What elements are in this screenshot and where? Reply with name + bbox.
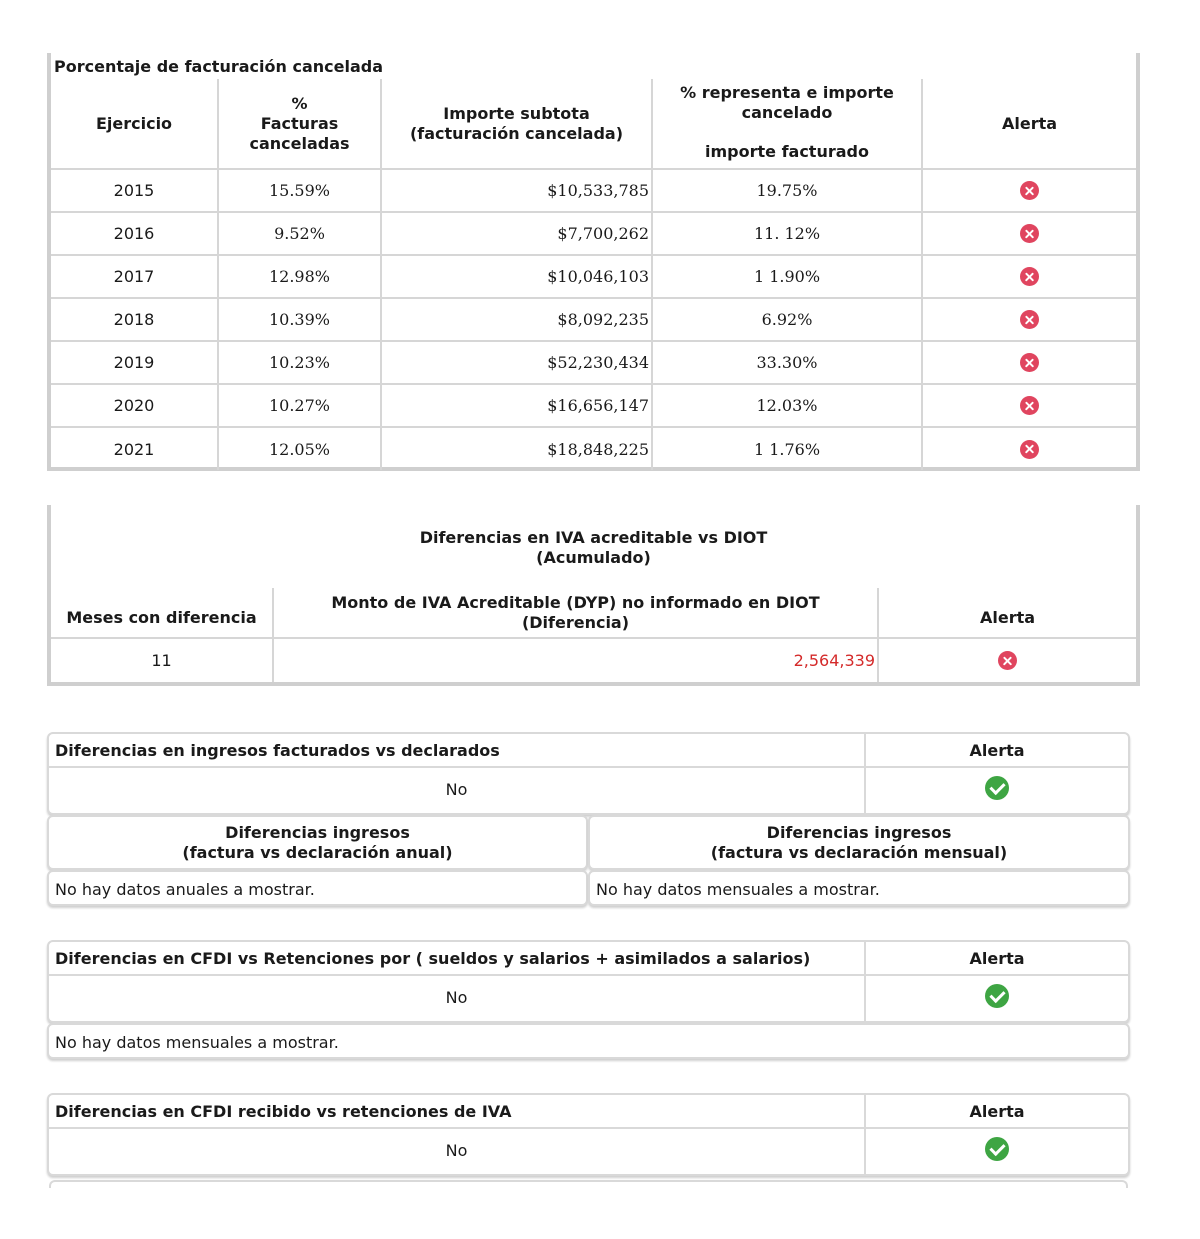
monthly-empty-box	[588, 870, 1130, 906]
x-circle-icon	[1020, 224, 1039, 243]
cancelled-billing-section	[47, 53, 1140, 471]
year-cell: 2020	[51, 384, 218, 427]
year-cell: 2021	[51, 427, 218, 470]
year-cell: 2016	[51, 212, 218, 255]
alert-cell	[878, 638, 1136, 682]
frame-right	[1136, 53, 1140, 471]
check-circle-icon	[985, 1137, 1009, 1161]
cfdi-iva-box	[47, 1093, 1130, 1176]
header-subtotal: Importe subtota (facturación cancelada)	[381, 79, 652, 169]
table-row	[51, 427, 1136, 470]
next-box-edge	[49, 1180, 1128, 1188]
table-row	[51, 298, 1136, 341]
year-cell: 2018	[51, 298, 218, 341]
table-row	[51, 255, 1136, 298]
income-diff-value: No	[445, 780, 468, 799]
header-year: Ejercicio	[51, 79, 218, 169]
check-circle-icon	[985, 776, 1009, 800]
section-title: Porcentaje de facturación cancelada	[54, 57, 383, 76]
pct-cell: 12.98%	[218, 255, 381, 298]
amount-value: 2,564,339	[273, 638, 878, 682]
cfdi-iva-alert	[866, 1137, 1128, 1161]
x-circle-icon	[1020, 440, 1039, 459]
cfdi-salaries-empty-text: No hay datos mensuales a mostrar.	[55, 1033, 339, 1052]
monthly-header-box	[588, 815, 1130, 870]
income-diff-alert	[866, 776, 1128, 800]
represents-cell: 1 1.76%	[652, 427, 922, 470]
table-header-row	[51, 79, 1136, 169]
pct-cell: 10.23%	[218, 341, 381, 384]
represents-cell: 33.30%	[652, 341, 922, 384]
amount-cell: $10,046,103	[381, 255, 652, 298]
table-row	[51, 384, 1136, 427]
amount-cell: $18,848,225	[381, 427, 652, 470]
cfdi-salaries-title: Diferencias en CFDI vs Retenciones por ( sueldos y salarios + asimilados a salarios)	[55, 949, 811, 968]
cfdi-iva-title: Diferencias en CFDI recibido vs retenciones de IVA	[55, 1102, 512, 1121]
pct-cell: 10.27%	[218, 384, 381, 427]
cfdi-salaries-box	[47, 940, 1130, 1023]
x-circle-icon	[1020, 267, 1039, 286]
pct-cell: 9.52%	[218, 212, 381, 255]
frame-bottom	[47, 682, 1140, 686]
annual-header: Diferencias ingresos (factura vs declaración anual)	[182, 823, 453, 862]
amount-cell: $52,230,434	[381, 341, 652, 384]
represents-cell: 6.92%	[652, 298, 922, 341]
x-circle-icon	[1020, 396, 1039, 415]
header-amount: Monto de IVA Acreditable (DYP) no informado en DIOT (Diferencia)	[273, 588, 878, 638]
header-alert: Alerta	[878, 588, 1136, 638]
income-diff-title: Diferencias en ingresos facturados vs declarados	[55, 741, 500, 760]
alert-cell	[922, 341, 1136, 384]
header-months: Meses con diferencia	[51, 588, 273, 638]
cfdi-iva-value: No	[445, 1141, 468, 1160]
header-alert: Alerta	[922, 79, 1136, 169]
annual-empty-box	[47, 870, 588, 906]
pct-cell: 10.39%	[218, 298, 381, 341]
cancelled-billing-table	[51, 79, 1136, 470]
pct-cell: 12.05%	[218, 427, 381, 470]
check-circle-icon	[985, 984, 1009, 1008]
cfdi-iva-alert-header: Alerta	[969, 1102, 1025, 1121]
header-pct: % Facturas canceladas	[218, 79, 381, 169]
table-row	[51, 638, 1136, 682]
x-circle-icon	[998, 651, 1017, 670]
year-cell: 2017	[51, 255, 218, 298]
annual-header-box	[47, 815, 588, 870]
iva-diot-table	[51, 588, 1136, 682]
income-diff-alert-header: Alerta	[969, 741, 1025, 760]
table-row	[51, 212, 1136, 255]
table-row	[51, 341, 1136, 384]
amount-cell: $10,533,785	[381, 169, 652, 212]
cfdi-salaries-alert	[866, 984, 1128, 1008]
x-circle-icon	[1020, 353, 1039, 372]
table-header-row	[51, 588, 1136, 638]
iva-diot-title: Diferencias en IVA acreditable vs DIOT (Acumulado)	[419, 528, 768, 567]
x-circle-icon	[1020, 181, 1039, 200]
alert-cell	[922, 212, 1136, 255]
income-diff-box	[47, 732, 1130, 815]
alert-cell	[922, 384, 1136, 427]
x-circle-icon	[1020, 310, 1039, 329]
represents-cell: 12.03%	[652, 384, 922, 427]
represents-cell: 11. 12%	[652, 212, 922, 255]
months-value: 11	[51, 638, 273, 682]
annual-empty-text: No hay datos anuales a mostrar.	[55, 880, 315, 899]
represents-cell: 19.75%	[652, 169, 922, 212]
iva-diot-section	[47, 505, 1140, 686]
cfdi-salaries-alert-header: Alerta	[969, 949, 1025, 968]
pct-cell: 15.59%	[218, 169, 381, 212]
alert-cell	[922, 255, 1136, 298]
alert-cell	[922, 169, 1136, 212]
cfdi-salaries-empty-box	[47, 1023, 1130, 1059]
represents-cell: 1 1.90%	[652, 255, 922, 298]
alert-cell	[922, 298, 1136, 341]
amount-cell: $7,700,262	[381, 212, 652, 255]
monthly-header: Diferencias ingresos (factura vs declaración mensual)	[710, 823, 1008, 862]
alert-cell	[922, 427, 1136, 470]
table-row	[51, 169, 1136, 212]
amount-cell: $8,092,235	[381, 298, 652, 341]
amount-cell: $16,656,147	[381, 384, 652, 427]
year-cell: 2015	[51, 169, 218, 212]
header-represents: % representa e importe cancelado importe facturado	[652, 79, 922, 169]
monthly-empty-text: No hay datos mensuales a mostrar.	[596, 880, 880, 899]
cfdi-salaries-value: No	[445, 988, 468, 1007]
year-cell: 2019	[51, 341, 218, 384]
